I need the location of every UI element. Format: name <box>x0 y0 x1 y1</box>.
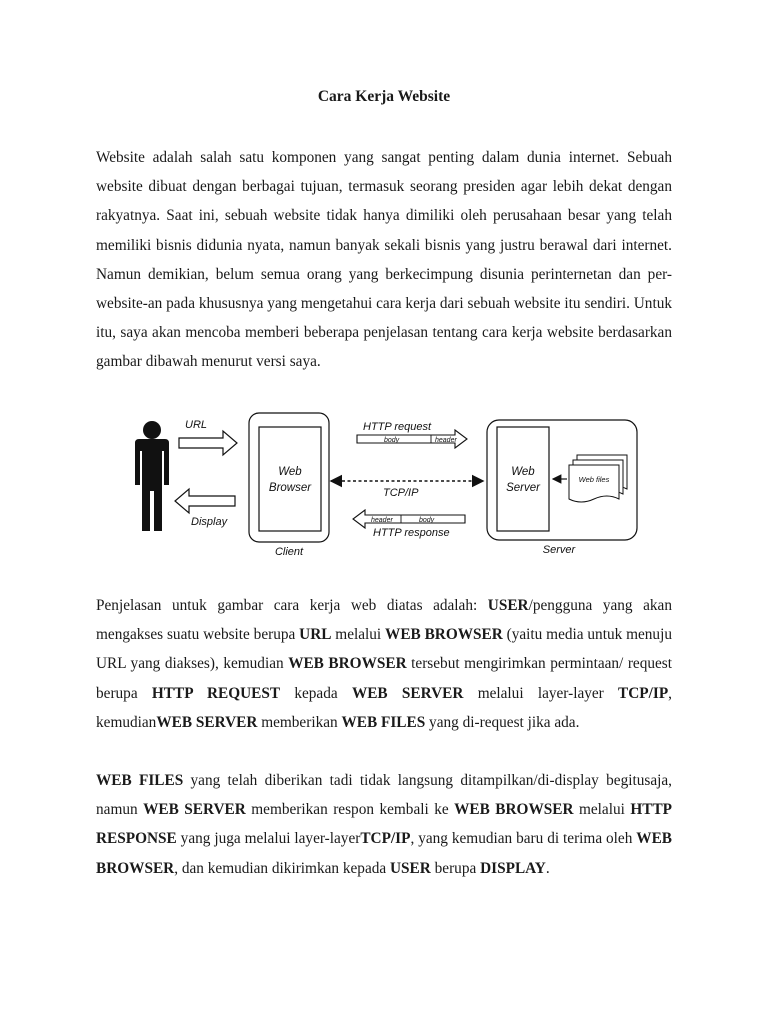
bold-term: WEB FILES <box>96 772 184 789</box>
bold-term: WEB FILES <box>341 713 426 731</box>
browser-label-line1: Web <box>278 466 302 478</box>
bold-term: TCP/IP <box>618 684 669 702</box>
bold-term: USER <box>487 597 529 614</box>
tcpip-label: TCP/IP <box>383 487 419 499</box>
display-arrow-icon <box>175 489 235 513</box>
bold-term: WEB SERVER <box>351 684 464 702</box>
bold-term: WEB BROWSER <box>454 801 574 819</box>
server-label-line2: Server <box>506 482 540 494</box>
text-segment: yang juga melalui layer-layer <box>176 830 361 848</box>
text-segment: (yaitu media untuk menuju URL yang diakses), kemudian <box>96 626 672 673</box>
server-label-line1: Web <box>511 466 535 478</box>
bold-term: URL <box>299 626 332 644</box>
intro-paragraph: Website adalah salah satu komponen yang sangat penting dalam dunia internet. Sebuah website dibuat dengan berbagai tujuan, termasuk seorang presiden agar lebih dekat dengan rakyatnya. Saat ini, sebuah website tidak hanya dimiliki oleh perusahaan besar yang telah memiliki bisnis didunia nyata, namun banyak sekali bisnis yang justru berawal dari internet. Namun demikian, belum semua orang yang berkecimpung disunia perinternetan dan per-website-an pada khususnya yang mengetahui cara kerja dari sebuah website itu sendiri. Untuk itu, saya akan mencoba memberi beberapa penjelasan tentang cara kerja website berdasarkan gambar dibawah menurut versi saya. <box>96 149 672 371</box>
server-inner-box <box>497 427 549 531</box>
request-body-label: body <box>384 437 400 444</box>
text-segment: , kemudian <box>96 684 672 731</box>
text-segment: kepada <box>280 684 352 702</box>
http-response-label: HTTP response <box>373 527 450 539</box>
user-figure-icon <box>135 421 169 531</box>
text-segment: melalui <box>573 801 631 819</box>
text-segment: . <box>545 859 550 877</box>
bold-term: WEB SERVER <box>156 713 258 731</box>
response-header-label: header <box>371 517 393 524</box>
display-label: Display <box>191 516 228 528</box>
client-label: Client <box>274 546 304 558</box>
text-segment: melalui <box>331 626 386 644</box>
text-segment: melalui layer-layer <box>463 684 619 702</box>
bold-term: DISPLAY <box>480 859 546 877</box>
response-body-label: body <box>419 517 435 524</box>
browser-label-line2: Browser <box>268 482 312 494</box>
web-architecture-diagram <box>121 403 641 566</box>
request-header-label: header <box>435 437 457 444</box>
http-response-arrow-icon <box>353 510 465 528</box>
text-segment: yang di-request jika ada. <box>425 713 580 731</box>
bold-term: HTTP RESPONSE <box>96 801 672 848</box>
url-label: URL <box>185 419 208 431</box>
bold-term: WEB SERVER <box>143 801 246 819</box>
text-segment: tersebut mengirimkan permintaan/ request berupa <box>96 655 672 702</box>
server-label: Server <box>542 544 576 556</box>
bold-term: WEB BROWSER <box>288 655 407 673</box>
text-segment: /pengguna yang akan mengakses suatu website berupa <box>96 597 672 644</box>
text-segment: , dan kemudian dikirimkan kepada <box>174 859 390 877</box>
bold-term: USER <box>390 859 431 877</box>
text-segment: memberikan <box>257 713 342 731</box>
url-arrow-icon <box>179 431 237 455</box>
response-paragraph <box>96 766 672 883</box>
bold-term: HTTP REQUEST <box>151 684 281 702</box>
text-segment: berupa <box>430 859 481 877</box>
document-title: Cara Kerja Website <box>317 88 451 105</box>
browser-inner-box <box>259 427 321 531</box>
text-segment: memberikan respon kembali ke <box>245 801 455 819</box>
bold-term: WEB BROWSER <box>96 830 672 877</box>
text-segment: Penjelasan untuk gambar cara kerja web diatas adalah: <box>96 597 488 614</box>
explanation-paragraph <box>96 591 672 737</box>
text-segment: yang telah diberikan tadi tidak langsung ditampilkan/di-display begitusaja, namun <box>96 772 672 819</box>
web-files-label: Web files <box>578 475 610 484</box>
bold-term: TCP/IP <box>360 830 411 848</box>
text-segment: , yang kemudian baru di terima oleh <box>410 830 637 848</box>
http-request-label: HTTP request <box>363 421 432 433</box>
bold-term: WEB BROWSER <box>385 626 503 644</box>
